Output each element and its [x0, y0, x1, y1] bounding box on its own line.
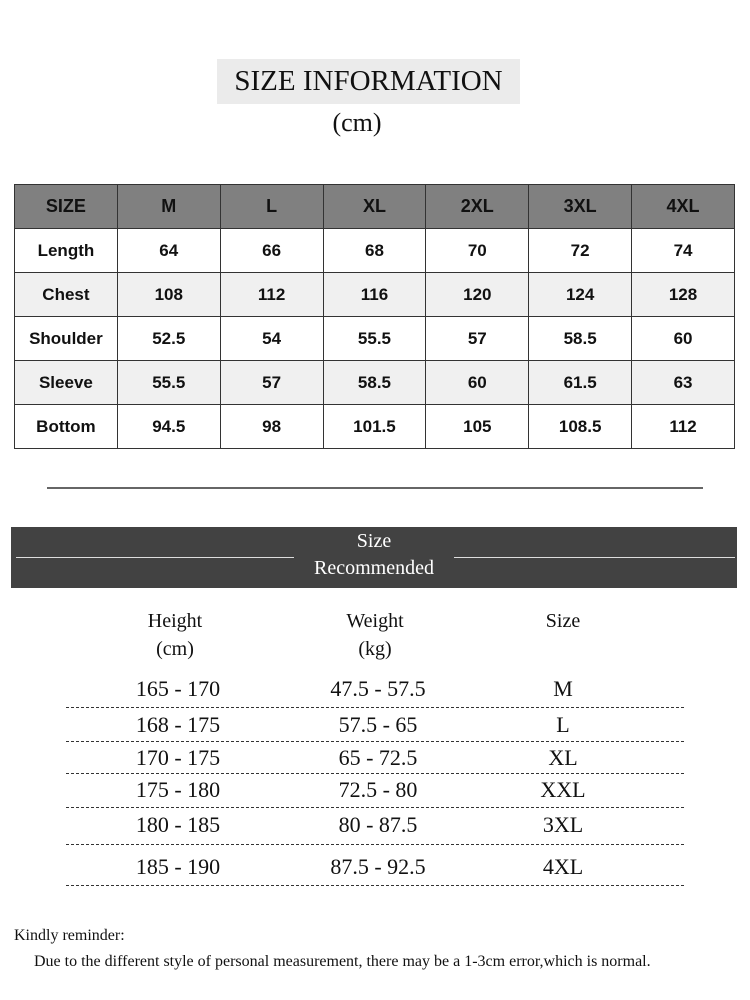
table-row — [15, 229, 735, 273]
height-value: 168 - 175 — [135, 712, 221, 737]
table-cell: 128 — [632, 273, 735, 317]
weight-value: 65 - 72.5 — [338, 745, 418, 770]
table-cell: 108 — [117, 273, 220, 317]
height-value: 180 - 185 — [135, 812, 221, 837]
unit-label: (cm) — [332, 108, 382, 137]
size-value: 4XL — [542, 854, 584, 879]
row-label: Shoulder — [15, 317, 118, 361]
table-cell: 94.5 — [117, 405, 220, 449]
row-separator — [66, 741, 684, 742]
size-value: XL — [548, 745, 578, 770]
table-cell: 68 — [323, 229, 426, 273]
table-cell: 57 — [220, 361, 323, 405]
table-cell: 108.5 — [529, 405, 632, 449]
table-cell: 116 — [323, 273, 426, 317]
header-cell: XL — [323, 185, 426, 229]
row-label: Length — [15, 229, 118, 273]
list-item — [66, 676, 684, 710]
size-header — [498, 607, 628, 635]
size-table — [14, 184, 735, 449]
table-cell: 98 — [220, 405, 323, 449]
table-cell: 52.5 — [117, 317, 220, 361]
page-title: SIZE INFORMATION — [217, 59, 520, 104]
height-header-label: Height — [147, 610, 203, 632]
header-cell: 4XL — [632, 185, 735, 229]
list-item — [66, 777, 684, 811]
table-cell: 60 — [426, 361, 529, 405]
size-value: M — [553, 676, 573, 701]
table-cell: 63 — [632, 361, 735, 405]
table-cell: 55.5 — [117, 361, 220, 405]
table-cell: 60 — [632, 317, 735, 361]
size-value: XXL — [540, 777, 586, 802]
row-label: Chest — [15, 273, 118, 317]
banner-title-line1: Size — [356, 530, 392, 552]
weight-value: 72.5 - 80 — [338, 777, 418, 802]
table-cell: 66 — [220, 229, 323, 273]
table-cell: 72 — [529, 229, 632, 273]
header-cell: L — [220, 185, 323, 229]
height-value: 175 - 180 — [135, 777, 221, 802]
list-item — [66, 812, 684, 846]
height-header-unit: (cm) — [156, 638, 194, 660]
header-cell: SIZE — [15, 185, 118, 229]
weight-value: 57.5 - 65 — [338, 712, 418, 737]
table-cell: 61.5 — [529, 361, 632, 405]
reminder-text: Due to the different style of personal measurement, there may be a 1-3cm error,which is normal. — [34, 953, 651, 970]
header-cell: 3XL — [529, 185, 632, 229]
section-divider — [47, 487, 703, 489]
table-cell: 55.5 — [323, 317, 426, 361]
table-row — [15, 317, 735, 361]
row-separator — [66, 844, 684, 845]
weight-header-label: Weight — [346, 610, 404, 632]
row-separator — [66, 773, 684, 774]
table-row — [15, 361, 735, 405]
table-row — [15, 405, 735, 449]
height-value: 165 - 170 — [135, 676, 221, 701]
height-value: 170 - 175 — [135, 745, 221, 770]
header-cell: 2XL — [426, 185, 529, 229]
row-separator — [66, 707, 684, 708]
height-value: 185 - 190 — [135, 854, 221, 879]
weight-value: 47.5 - 57.5 — [330, 676, 426, 701]
table-cell: 101.5 — [323, 405, 426, 449]
header-cell: M — [117, 185, 220, 229]
size-value: L — [556, 712, 570, 737]
table-cell: 58.5 — [323, 361, 426, 405]
weight-header — [310, 607, 440, 663]
table-cell: 105 — [426, 405, 529, 449]
size-table-header — [15, 185, 735, 229]
size-header-label: Size — [545, 610, 581, 632]
table-cell: 58.5 — [529, 317, 632, 361]
table-cell: 124 — [529, 273, 632, 317]
row-separator — [66, 807, 684, 808]
table-cell: 74 — [632, 229, 735, 273]
table-cell: 64 — [117, 229, 220, 273]
size-value: 3XL — [542, 812, 584, 837]
table-cell: 112 — [632, 405, 735, 449]
list-item — [66, 854, 684, 888]
table-cell: 70 — [426, 229, 529, 273]
weight-value: 80 - 87.5 — [338, 812, 418, 837]
weight-header-unit: (kg) — [358, 638, 392, 660]
table-cell: 112 — [220, 273, 323, 317]
banner-title-line2: Recommended — [314, 557, 434, 579]
recommend-banner — [11, 527, 737, 588]
table-row — [15, 273, 735, 317]
weight-value: 87.5 - 92.5 — [330, 854, 426, 879]
table-cell: 57 — [426, 317, 529, 361]
height-header — [110, 607, 240, 663]
row-label: Bottom — [15, 405, 118, 449]
row-label: Sleeve — [15, 361, 118, 405]
table-cell: 54 — [220, 317, 323, 361]
table-cell: 120 — [426, 273, 529, 317]
reminder-label: Kindly reminder: — [14, 927, 125, 944]
row-separator — [66, 885, 684, 886]
